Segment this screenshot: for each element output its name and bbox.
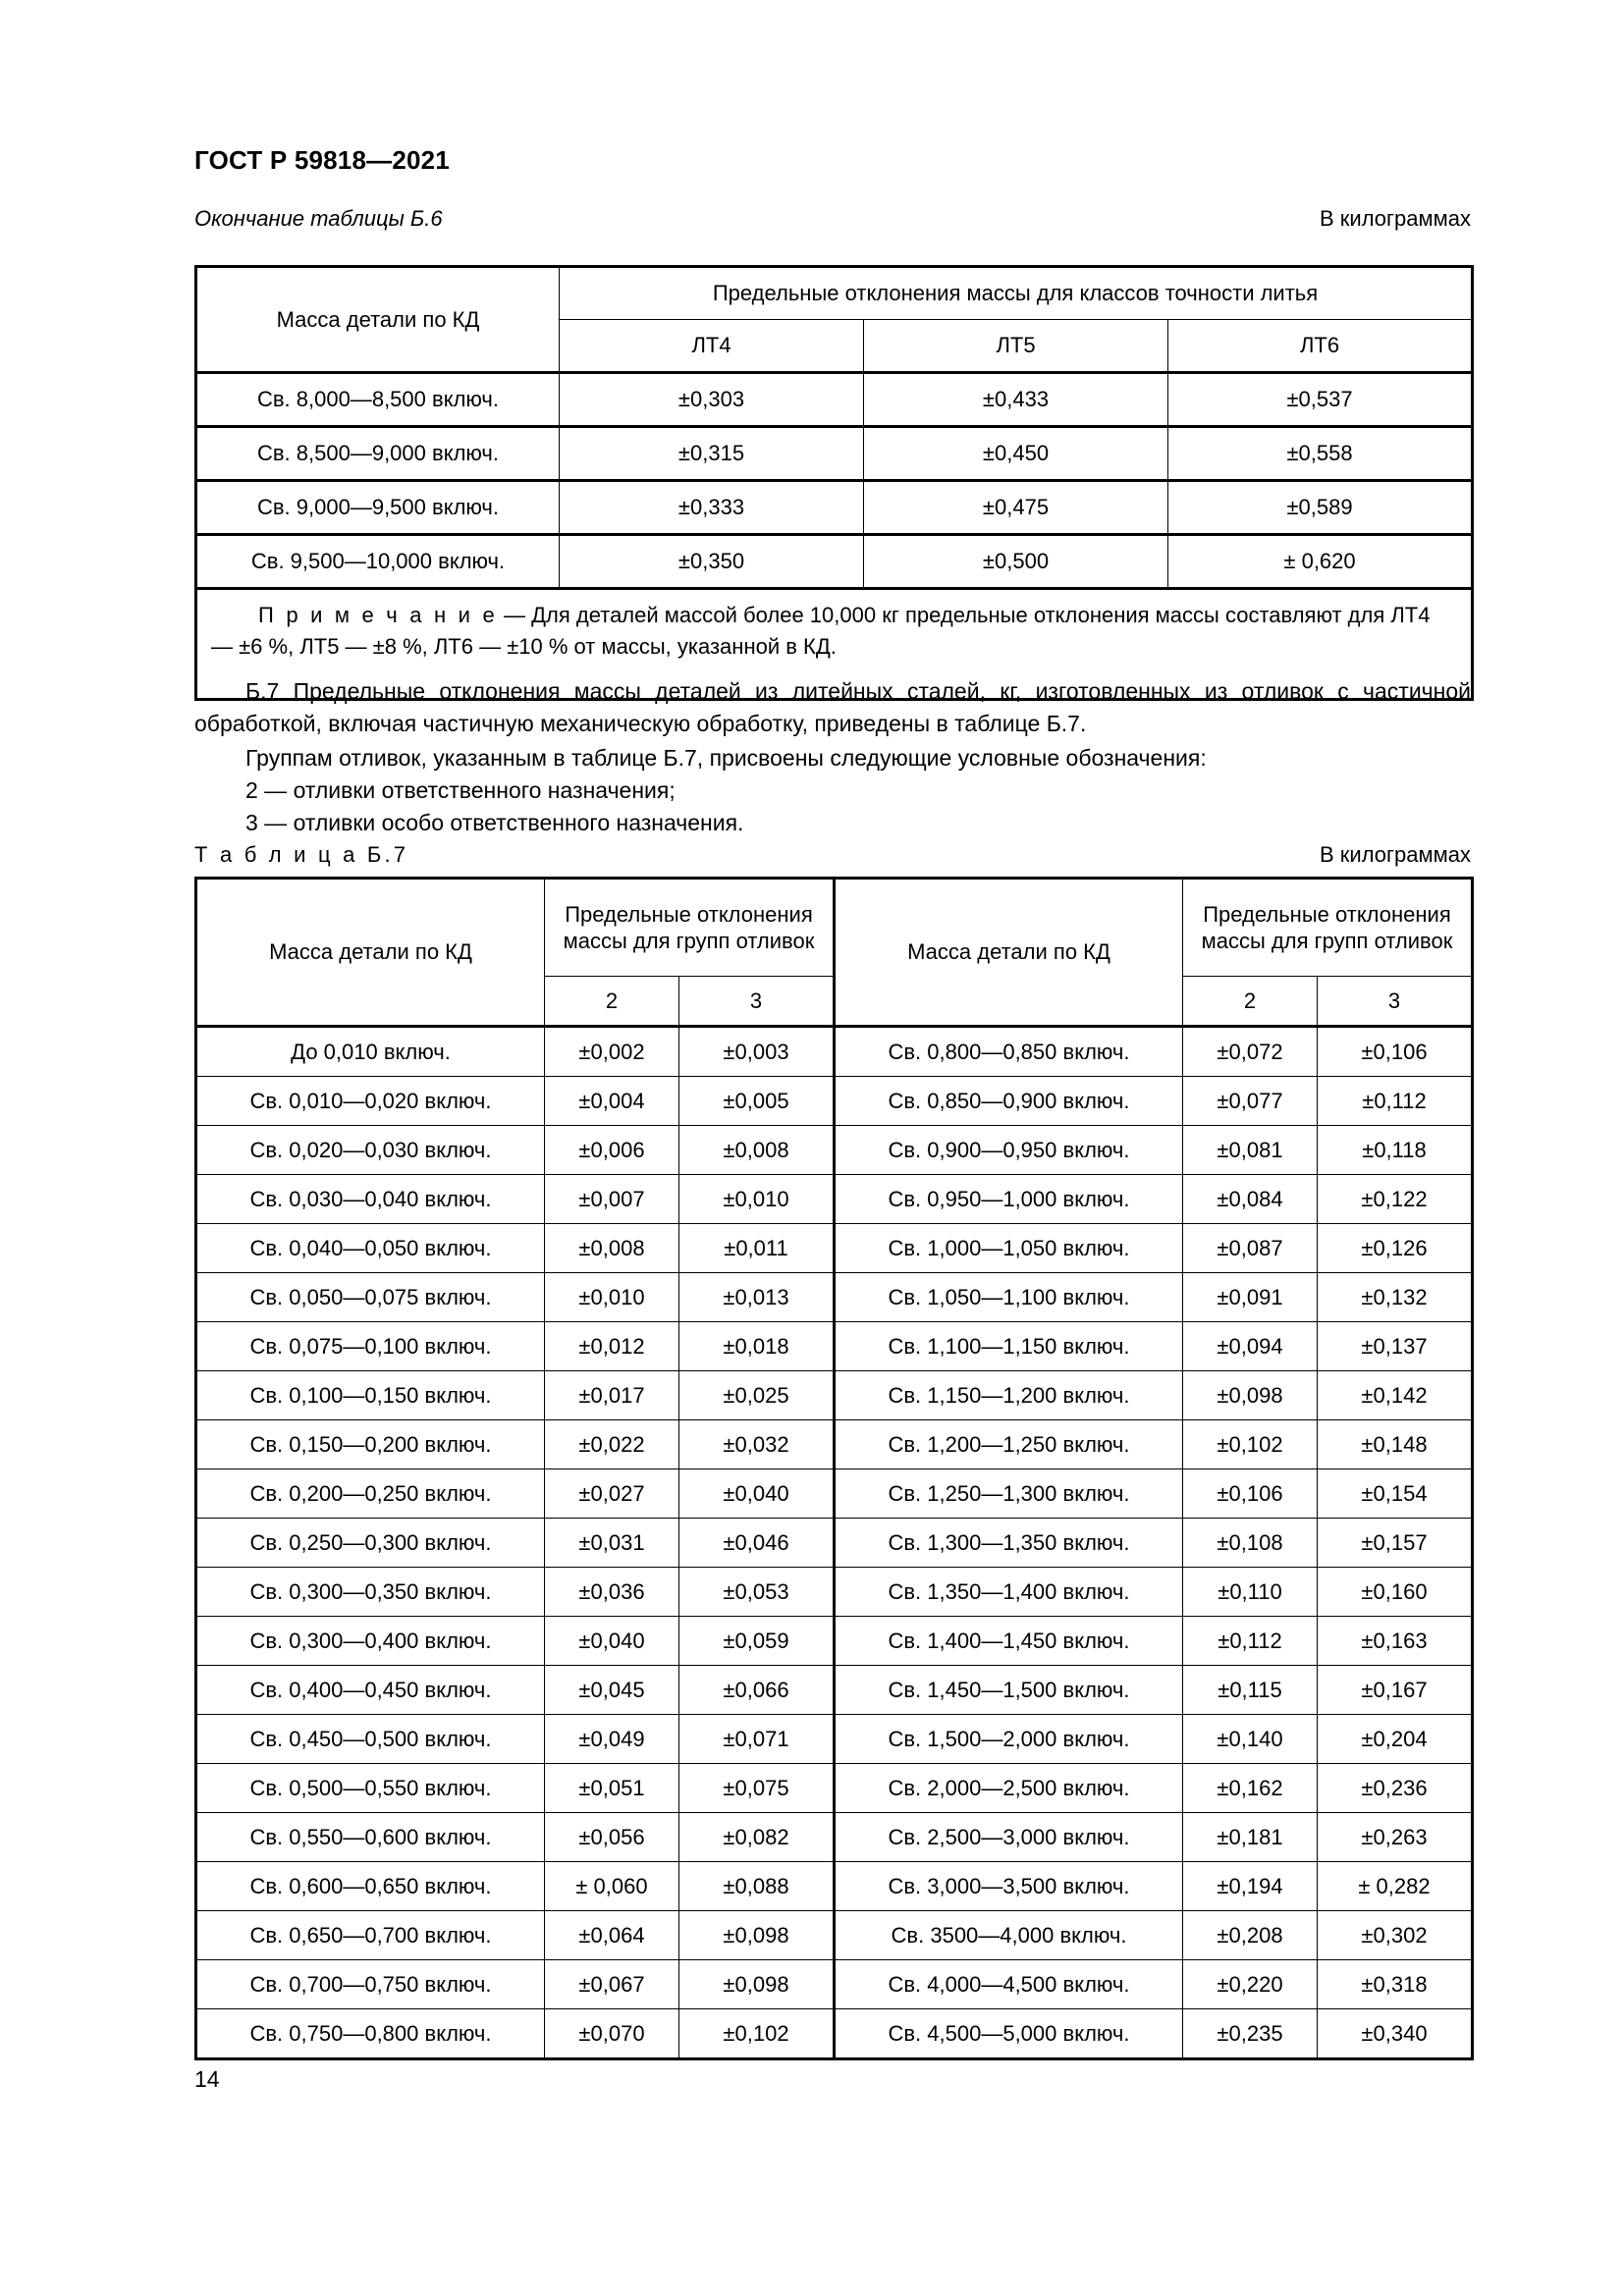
table-b6-header-row-1: [196, 267, 1473, 320]
cell-mass-left: Св. 0,100—0,150 включ.: [196, 1371, 545, 1420]
cell-lt5: ±0,450: [864, 427, 1168, 481]
group-title-line2: массы для групп отливок: [1201, 929, 1453, 953]
cell-group2-right: ±0,094: [1183, 1322, 1318, 1371]
table-b7-header-group3-right: 3: [1318, 977, 1473, 1027]
cell-mass-right: Св. 1,350—1,400 включ.: [835, 1568, 1183, 1617]
table-b6-units-label: В килограммах: [1320, 206, 1471, 231]
table-row: [196, 1027, 1473, 1077]
table-b7-header-group-right: [1183, 879, 1473, 977]
cell-mass-left: Св. 0,050—0,075 включ.: [196, 1273, 545, 1322]
table-b7-body: [196, 1027, 1473, 2059]
cell-group2-right: ±0,077: [1183, 1077, 1318, 1126]
cell-mass-left: Св. 0,040—0,050 включ.: [196, 1224, 545, 1273]
cell-lt5: ±0,475: [864, 481, 1168, 535]
cell-group3-left: ±0,005: [679, 1077, 835, 1126]
cell-group2-left: ±0,007: [545, 1175, 679, 1224]
standard-number-header: ГОСТ Р 59818—2021: [194, 145, 450, 175]
cell-group3-right: ±0,137: [1318, 1322, 1473, 1371]
cell-mass-right: Св. 2,000—2,500 включ.: [835, 1764, 1183, 1813]
table-row: [196, 1666, 1473, 1715]
cell-group3-left: ±0,018: [679, 1322, 835, 1371]
cell-mass-left: Св. 0,600—0,650 включ.: [196, 1862, 545, 1911]
cell-group2-right: ±0,235: [1183, 2009, 1318, 2059]
cell-group2-left: ±0,017: [545, 1371, 679, 1420]
table-row: [196, 1077, 1473, 1126]
cell-group3-left: ±0,013: [679, 1273, 835, 1322]
paragraph-b7-text: Б.7 Предельные отклонения массы деталей из литейных сталей, кг, изготовленных из отливок с частичной обработкой, включая частичную механическую обработку, приведены в таблице Б.7.: [194, 678, 1471, 736]
cell-group3-right: ±0,154: [1318, 1469, 1473, 1519]
page-number: 14: [194, 2066, 220, 2092]
cell-group3-left: ±0,102: [679, 2009, 835, 2059]
cell-mass-right: Св. 1,150—1,200 включ.: [835, 1371, 1183, 1420]
cell-group2-right: ±0,110: [1183, 1568, 1318, 1617]
cell-group2-left: ±0,045: [545, 1666, 679, 1715]
table-b6-caption-left: Окончание таблицы Б.6: [194, 206, 443, 231]
cell-group3-left: ±0,011: [679, 1224, 835, 1273]
cell-lt4: ±0,315: [560, 427, 864, 481]
cell-group3-left: ±0,059: [679, 1617, 835, 1666]
list-item-3: [194, 807, 1471, 839]
cell-mass-right: Св. 3,000—3,500 включ.: [835, 1862, 1183, 1911]
table-b6-caption: [194, 206, 1471, 232]
cell-group2-left: ±0,010: [545, 1273, 679, 1322]
cell-group3-right: ±0,132: [1318, 1273, 1473, 1322]
cell-lt6: ±0,558: [1168, 427, 1473, 481]
note-text: Для деталей массой более 10,000 кг предельные отклонения массы составляют для ЛТ4 — ±6 %, ЛТ5 — ±8 %, ЛТ6 — ±10 % от массы, указанной в КД.: [211, 603, 1431, 659]
cell-mass-left: Св. 0,550—0,600 включ.: [196, 1813, 545, 1862]
cell-group2-left: ±0,008: [545, 1224, 679, 1273]
cell-group2-left: ±0,027: [545, 1469, 679, 1519]
cell-group2-left: ±0,049: [545, 1715, 679, 1764]
cell-group2-left: ±0,006: [545, 1126, 679, 1175]
cell-group3-right: ±0,118: [1318, 1126, 1473, 1175]
table-row: [196, 1960, 1473, 2009]
cell-mass-right: Св. 0,900—0,950 включ.: [835, 1126, 1183, 1175]
paragraph-groups-text: Группам отливок, указанным в таблице Б.7, присвоены следующие условные обозначения:: [245, 745, 1207, 771]
group-title-line1: Предельные отклонения: [565, 901, 813, 927]
cell-group3-left: ±0,066: [679, 1666, 835, 1715]
cell-mass-right: Св. 2,500—3,000 включ.: [835, 1813, 1183, 1862]
cell-group2-right: ±0,208: [1183, 1911, 1318, 1960]
cell-group2-right: ±0,181: [1183, 1813, 1318, 1862]
table-row: [196, 1371, 1473, 1420]
cell-group3-right: ±0,340: [1318, 2009, 1473, 2059]
cell-mass-right: Св. 1,100—1,150 включ.: [835, 1322, 1183, 1371]
cell-group2-left: ±0,064: [545, 1911, 679, 1960]
cell-group3-right: ±0,302: [1318, 1911, 1473, 1960]
group-title-line1: Предельные отклонения: [1203, 901, 1451, 927]
group-title-line2: массы для групп отливок: [563, 929, 815, 953]
cell-group2-left: ±0,036: [545, 1568, 679, 1617]
cell-group3-left: ±0,053: [679, 1568, 835, 1617]
cell-group2-left: ±0,040: [545, 1617, 679, 1666]
list-item-2: [194, 774, 1471, 807]
cell-group3-left: ±0,088: [679, 1862, 835, 1911]
cell-group2-right: ±0,115: [1183, 1666, 1318, 1715]
cell-group2-left: ± 0,060: [545, 1862, 679, 1911]
cell-mass: Св. 8,500—9,000 включ.: [196, 427, 560, 481]
table-b7-header-mass-right: Масса детали по КД: [835, 879, 1183, 1027]
cell-group2-right: ±0,098: [1183, 1371, 1318, 1420]
cell-group2-right: ±0,072: [1183, 1027, 1318, 1077]
cell-mass: Св. 9,500—10,000 включ.: [196, 535, 560, 589]
cell-group3-right: ±0,148: [1318, 1420, 1473, 1469]
cell-group2-left: ±0,070: [545, 2009, 679, 2059]
cell-group3-right: ±0,318: [1318, 1960, 1473, 2009]
cell-lt6: ± 0,620: [1168, 535, 1473, 589]
table-row: [196, 1224, 1473, 1273]
table-row: [196, 427, 1473, 481]
table-row: [196, 481, 1473, 535]
cell-group3-left: ±0,082: [679, 1813, 835, 1862]
table-row: [196, 1862, 1473, 1911]
cell-mass-left: Св. 0,450—0,500 включ.: [196, 1715, 545, 1764]
cell-mass: Св. 9,000—9,500 включ.: [196, 481, 560, 535]
cell-lt4: ±0,303: [560, 373, 864, 427]
cell-group3-left: ±0,010: [679, 1175, 835, 1224]
cell-group3-right: ±0,142: [1318, 1371, 1473, 1420]
table-row: [196, 1469, 1473, 1519]
cell-group3-left: ±0,040: [679, 1469, 835, 1519]
cell-group3-right: ±0,236: [1318, 1764, 1473, 1813]
table-b7-header-group2-left: 2: [545, 977, 679, 1027]
table-b7-container: [194, 877, 1474, 2060]
table-b7: [194, 877, 1474, 2060]
table-b6-header-mass: Масса детали по КД: [196, 267, 560, 373]
cell-group2-right: ±0,081: [1183, 1126, 1318, 1175]
cell-group2-right: ±0,112: [1183, 1617, 1318, 1666]
table-row: [196, 1715, 1473, 1764]
cell-group2-left: ±0,031: [545, 1519, 679, 1568]
cell-group3-right: ±0,106: [1318, 1027, 1473, 1077]
table-row: [196, 1519, 1473, 1568]
table-row: [196, 373, 1473, 427]
cell-group3-right: ± 0,282: [1318, 1862, 1473, 1911]
cell-group2-left: ±0,067: [545, 1960, 679, 2009]
cell-mass-right: Св. 4,500—5,000 включ.: [835, 2009, 1183, 2059]
cell-group2-right: ±0,194: [1183, 1862, 1318, 1911]
cell-mass-left: Св. 0,030—0,040 включ.: [196, 1175, 545, 1224]
cell-mass-left: Св. 0,010—0,020 включ.: [196, 1077, 545, 1126]
table-b6-container: [194, 265, 1474, 701]
cell-group2-left: ±0,022: [545, 1420, 679, 1469]
table-row: [196, 1175, 1473, 1224]
cell-group3-right: ±0,167: [1318, 1666, 1473, 1715]
table-row: [196, 1911, 1473, 1960]
table-row: [196, 1568, 1473, 1617]
table-row: [196, 2009, 1473, 2059]
cell-group3-left: ±0,098: [679, 1960, 835, 2009]
cell-mass-right: Св. 0,850—0,900 включ.: [835, 1077, 1183, 1126]
note-dash: —: [504, 603, 526, 627]
cell-group2-right: ±0,087: [1183, 1224, 1318, 1273]
table-row: [196, 1764, 1473, 1813]
table-row: [196, 1617, 1473, 1666]
cell-group2-right: ±0,140: [1183, 1715, 1318, 1764]
cell-group2-right: ±0,102: [1183, 1420, 1318, 1469]
cell-mass-right: Св. 1,500—2,000 включ.: [835, 1715, 1183, 1764]
cell-group2-left: ±0,004: [545, 1077, 679, 1126]
cell-lt5: ±0,500: [864, 535, 1168, 589]
cell-mass-right: Св. 1,300—1,350 включ.: [835, 1519, 1183, 1568]
cell-mass-right: Св. 3500—4,000 включ.: [835, 1911, 1183, 1960]
cell-group3-right: ±0,126: [1318, 1224, 1473, 1273]
cell-group2-right: ±0,091: [1183, 1273, 1318, 1322]
cell-mass-left: Св. 0,650—0,700 включ.: [196, 1911, 545, 1960]
table-b7-header-group-left: [545, 879, 835, 977]
cell-group3-left: ±0,075: [679, 1764, 835, 1813]
cell-group2-right: ±0,162: [1183, 1764, 1318, 1813]
cell-group3-left: ±0,046: [679, 1519, 835, 1568]
cell-group2-left: ±0,002: [545, 1027, 679, 1077]
cell-mass-right: Св. 1,200—1,250 включ.: [835, 1420, 1183, 1469]
table-b7-units-label: В килограммах: [1320, 842, 1471, 867]
cell-mass-left: Св. 0,020—0,030 включ.: [196, 1126, 545, 1175]
cell-mass-right: Св. 1,400—1,450 включ.: [835, 1617, 1183, 1666]
cell-group3-right: ±0,112: [1318, 1077, 1473, 1126]
table-row: [196, 1420, 1473, 1469]
table-b7-caption: [194, 842, 1471, 868]
cell-mass-left: До 0,010 включ.: [196, 1027, 545, 1077]
cell-group2-left: ±0,056: [545, 1813, 679, 1862]
cell-group3-left: ±0,003: [679, 1027, 835, 1077]
cell-group2-right: ±0,220: [1183, 1960, 1318, 2009]
table-row: [196, 1273, 1473, 1322]
cell-group3-right: ±0,204: [1318, 1715, 1473, 1764]
cell-group3-left: ±0,008: [679, 1126, 835, 1175]
table-b6-header-lt4: ЛТ4: [560, 320, 864, 373]
cell-lt4: ±0,333: [560, 481, 864, 535]
cell-mass-left: Св. 0,400—0,450 включ.: [196, 1666, 545, 1715]
cell-lt6: ±0,537: [1168, 373, 1473, 427]
cell-group2-right: ±0,084: [1183, 1175, 1318, 1224]
cell-mass: Св. 8,000—8,500 включ.: [196, 373, 560, 427]
cell-group2-left: ±0,051: [545, 1764, 679, 1813]
table-b6-header-lt5: ЛТ5: [864, 320, 1168, 373]
table-b6-header-lt6: ЛТ6: [1168, 320, 1473, 373]
cell-mass-left: Св. 0,750—0,800 включ.: [196, 2009, 545, 2059]
cell-group2-left: ±0,012: [545, 1322, 679, 1371]
cell-mass-right: Св. 1,000—1,050 включ.: [835, 1224, 1183, 1273]
table-b7-header-group3-left: 3: [679, 977, 835, 1027]
list-item-3-text: 3 — отливки особо ответственного назначения.: [245, 810, 744, 835]
cell-lt5: ±0,433: [864, 373, 1168, 427]
cell-group3-right: ±0,157: [1318, 1519, 1473, 1568]
table-b6: [194, 265, 1474, 701]
cell-mass-left: Св. 0,300—0,400 включ.: [196, 1617, 545, 1666]
cell-group3-left: ±0,098: [679, 1911, 835, 1960]
paragraph-groups: [194, 742, 1471, 774]
cell-mass-left: Св. 0,150—0,200 включ.: [196, 1420, 545, 1469]
cell-group3-right: ±0,163: [1318, 1617, 1473, 1666]
table-b7-header-group2-right: 2: [1183, 977, 1318, 1027]
table-row: [196, 1126, 1473, 1175]
table-b7-header-row-1: [196, 879, 1473, 977]
cell-group3-left: ±0,025: [679, 1371, 835, 1420]
table-row: [196, 535, 1473, 589]
cell-mass-right: Св. 1,050—1,100 включ.: [835, 1273, 1183, 1322]
cell-group3-left: ±0,071: [679, 1715, 835, 1764]
cell-mass-left: Св. 0,075—0,100 включ.: [196, 1322, 545, 1371]
cell-group2-right: ±0,106: [1183, 1469, 1318, 1519]
table-b7-caption-left: Т а б л и ц а Б.7: [194, 842, 409, 867]
cell-mass-right: Св. 1,450—1,500 включ.: [835, 1666, 1183, 1715]
cell-mass-left: Св. 0,700—0,750 включ.: [196, 1960, 545, 2009]
cell-mass-right: Св. 4,000—4,500 включ.: [835, 1960, 1183, 2009]
cell-mass-left: Св. 0,250—0,300 включ.: [196, 1519, 545, 1568]
table-row: [196, 1322, 1473, 1371]
cell-mass-right: Св. 0,950—1,000 включ.: [835, 1175, 1183, 1224]
table-b7-header-mass-left: Масса детали по КД: [196, 879, 545, 1027]
cell-mass-left: Св. 0,300—0,350 включ.: [196, 1568, 545, 1617]
note-label: П р и м е ч а н и е: [258, 603, 498, 627]
cell-mass-right: Св. 1,250—1,300 включ.: [835, 1469, 1183, 1519]
cell-group3-right: ±0,160: [1318, 1568, 1473, 1617]
paragraph-b7: [194, 675, 1471, 739]
cell-lt6: ±0,589: [1168, 481, 1473, 535]
cell-mass-left: Св. 0,200—0,250 включ.: [196, 1469, 545, 1519]
cell-group3-left: ±0,032: [679, 1420, 835, 1469]
cell-group2-right: ±0,108: [1183, 1519, 1318, 1568]
cell-mass-right: Св. 0,800—0,850 включ.: [835, 1027, 1183, 1077]
table-row: [196, 1813, 1473, 1862]
cell-group3-right: ±0,122: [1318, 1175, 1473, 1224]
cell-group3-right: ±0,263: [1318, 1813, 1473, 1862]
table-b6-header-group: Предельные отклонения массы для классов точности литья: [560, 267, 1473, 320]
cell-mass-left: Св. 0,500—0,550 включ.: [196, 1764, 545, 1813]
cell-lt4: ±0,350: [560, 535, 864, 589]
list-item-2-text: 2 — отливки ответственного назначения;: [245, 777, 676, 803]
